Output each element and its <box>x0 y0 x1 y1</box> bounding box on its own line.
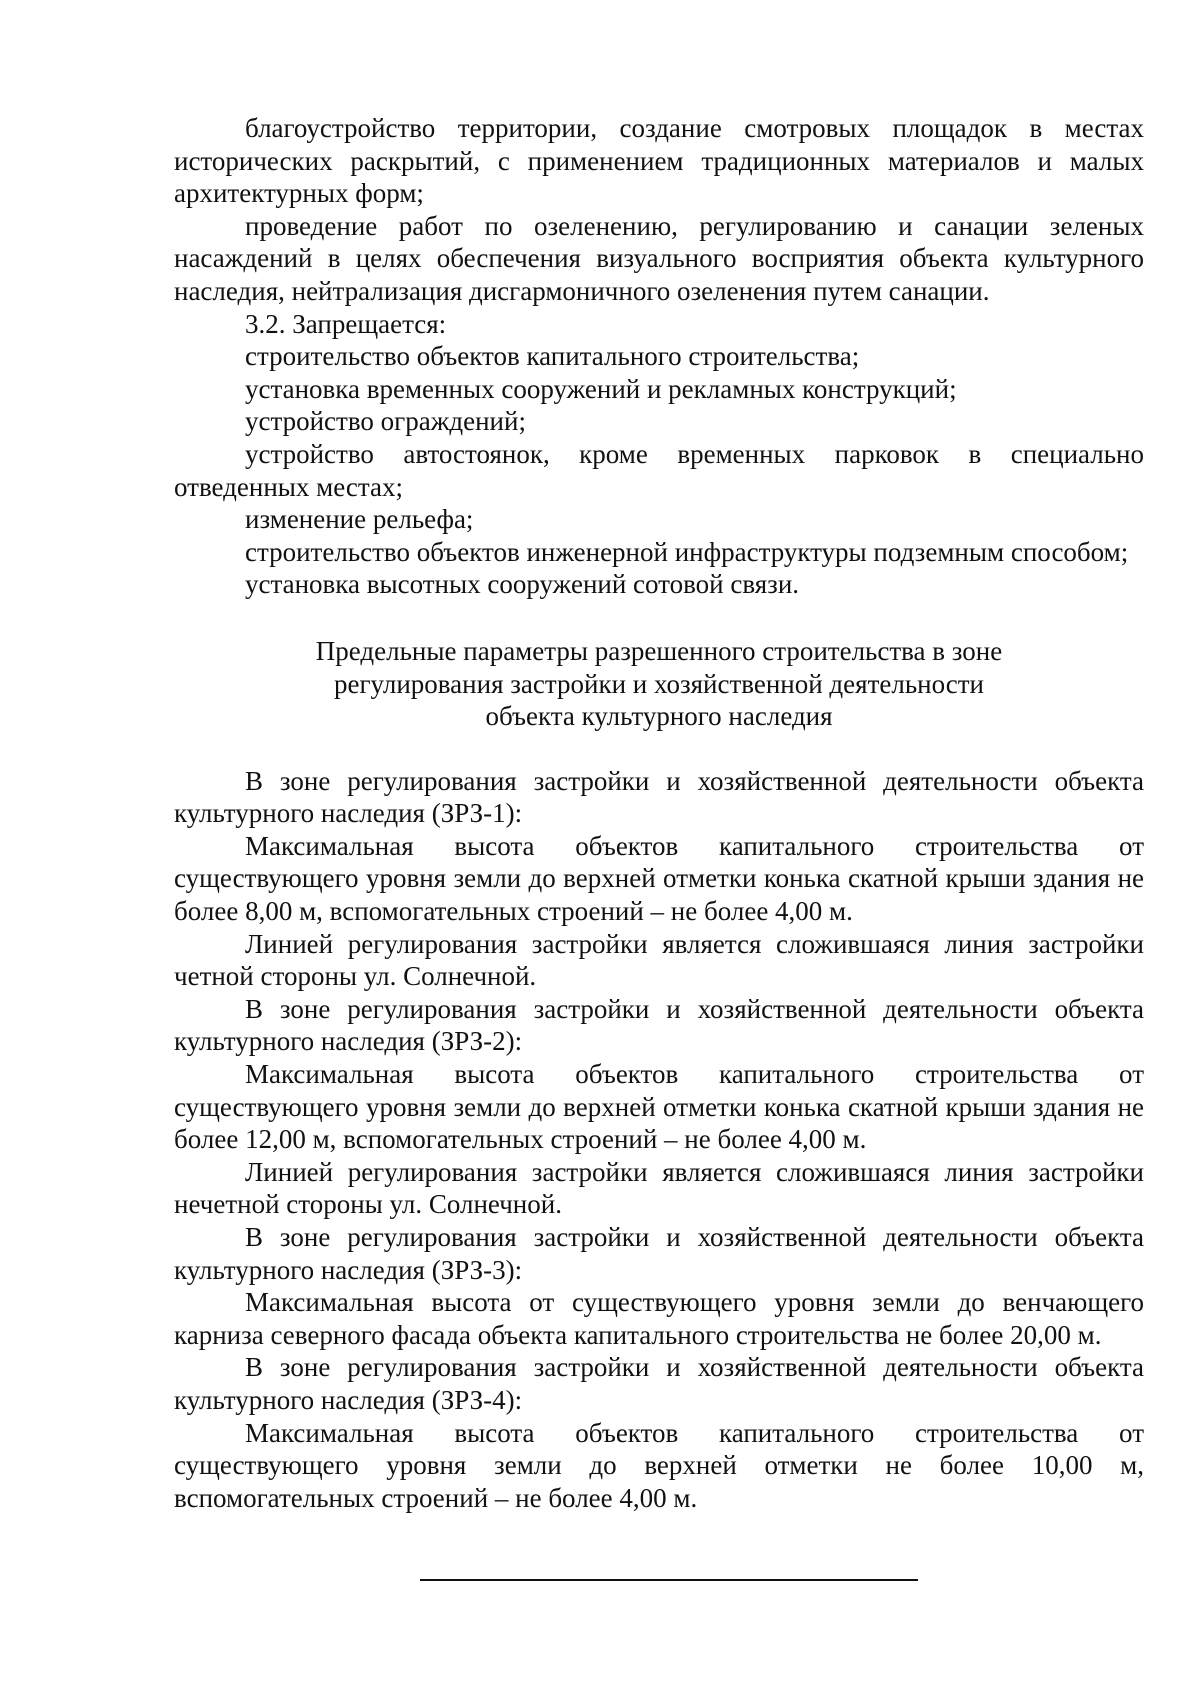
section-heading <box>174 635 1144 733</box>
paragraph-prohibited-fences: устройство ограждений; <box>245 406 526 437</box>
paragraph-zrz4-max-height: Максимальная высота объектов капитального строительства от существующего уровня земли до верхней отметки не более 10,00 м, вспомогательных строений – не более 4,00 м. <box>174 1417 1144 1513</box>
paragraph-zone-zrz4: В зоне регулирования застройки и хозяйственной деятельности объекта культурного наследия (ЗРЗ-4): <box>174 1352 1144 1415</box>
paragraph-prohibited-parking: устройство автостоянок, кроме временных парковок в специально отведенных местах; <box>174 438 1144 502</box>
paragraph-prohibited-temporary-structures: установка временных сооружений и рекламных конструкций; <box>245 373 957 404</box>
document-page <box>174 112 1144 1514</box>
section-heading-line: Предельные параметры разрешенного строительства в зоне <box>315 635 1003 666</box>
paragraph-zone-zrz1: В зоне регулирования застройки и хозяйственной деятельности объекта культурного наследия (ЗРЗ-1): <box>174 765 1144 829</box>
paragraph-landscaping: благоустройство территории, создание смотровых площадок в местах исторических раскрытий, с применением традиционных материалов и малых архитектурных форм; <box>174 113 1144 209</box>
paragraph-prohibited-capital-construction: строительство объектов капитального строительства; <box>245 341 860 372</box>
paragraph-zrz2-regulation-line: Линией регулирования застройки является сложившаяся линия застройки нечетной стороны ул. Солнечной. <box>174 1156 1144 1220</box>
paragraph-prohibited-underground-infrastructure: строительство объектов инженерной инфраструктуры подземным способом; <box>245 536 1129 567</box>
paragraph-zone-zrz2: В зоне регулирования застройки и хозяйственной деятельности объекта культурного наследия (ЗРЗ-2): <box>174 993 1144 1057</box>
paragraph-greening: проведение работ по озеленению, регулированию и санации зеленых насаждений в целях обеспечения визуального восприятия объекта культурного наследия, нейтрализация дисгармоничного озеленения путем санации. <box>174 210 1144 306</box>
end-divider-line <box>420 1579 918 1581</box>
paragraph-zone-zrz3: В зоне регулирования застройки и хозяйственной деятельности объекта культурного наследия (ЗРЗ-3): <box>174 1222 1144 1285</box>
paragraph-prohibited-heading: 3.2. Запрещается: <box>245 308 447 339</box>
paragraph-prohibited-relief-change: изменение рельефа; <box>245 504 474 535</box>
paragraph-zrz1-max-height: Максимальная высота объектов капитального строительства от существующего уровня земли до верхней отметки конька скатной крыши здания не более 8,00 м, вспомогательных строений – не более 4,00 м. <box>174 830 1144 927</box>
paragraph-prohibited-cell-towers: установка высотных сооружений сотовой связи. <box>245 569 800 600</box>
section-heading-line: регулирования застройки и хозяйственной деятельности <box>334 668 984 699</box>
paragraph-zrz1-regulation-line: Линией регулирования застройки является сложившаяся линия застройки четной стороны ул. Солнечной. <box>174 928 1144 992</box>
section-heading-line: объекта культурного наследия <box>485 701 833 732</box>
paragraph-zrz3-max-height: Максимальная высота от существующего уровня земли до венчающего карниза северного фасада объекта капитального строительства не более 20,00 м. <box>174 1287 1144 1350</box>
paragraph-zrz2-max-height: Максимальная высота объектов капитального строительства от существующего уровня земли до верхней отметки конька скатной крыши здания не более 12,00 м, вспомогательных строений – не более 4,00 м. <box>174 1059 1144 1155</box>
